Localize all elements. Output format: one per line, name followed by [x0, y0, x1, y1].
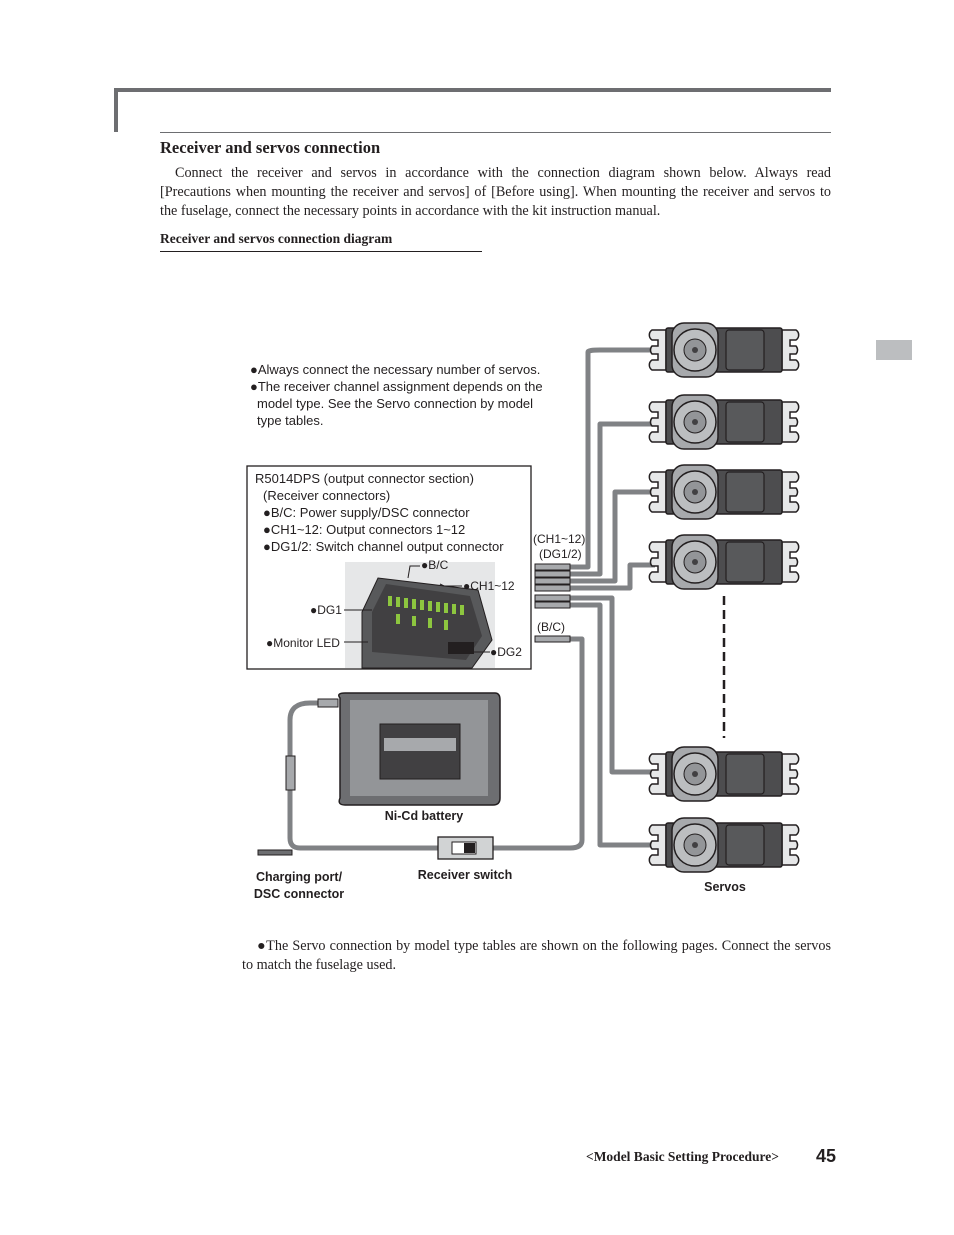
diagram-note-line: ●Always connect the necessary number of servos.	[250, 362, 541, 377]
section-title: Receiver and servos connection	[160, 138, 381, 157]
receiver-box-item: ●CH1~12: Output connectors 1~12	[263, 522, 466, 537]
callout-dg2: ●DG2	[490, 645, 522, 659]
connector-label-ch: (CH1~12)	[533, 532, 586, 546]
servo-table-note: ●The Servo connection by model type tables are shown on the following pages. Connect the servos to match the fuselage used.	[242, 938, 831, 973]
receiver-box-item: ●B/C: Power supply/DSC connector	[263, 505, 470, 520]
battery-connector	[286, 756, 295, 790]
diagram-title: Receiver and servos connection diagram	[160, 231, 393, 246]
receiver-box-subtitle: (Receiver connectors)	[263, 488, 391, 503]
servos-label: Servos	[704, 880, 746, 894]
switch-label: Receiver switch	[417, 868, 513, 882]
servo-image	[649, 395, 798, 449]
diagram-note-line: type tables.	[257, 413, 324, 428]
battery-label: Ni-Cd battery	[384, 809, 464, 823]
servo-image	[649, 323, 798, 377]
footer-section-label: <Model Basic Setting Procedure>	[586, 1149, 779, 1164]
servo-image	[649, 465, 798, 519]
servo-image	[649, 818, 798, 872]
intro-paragraph: Connect the receiver and servos in accordance with the connection diagram shown below. Always read [Precautions when mounting the receiver and servos] of [Before using]. When mounting the receiver and servos to the fuselage, connect the necessary points in accordance with the kit instruction manual.	[160, 165, 831, 219]
callout-ch: ●CH1~12	[463, 579, 515, 593]
servo-image	[649, 535, 798, 589]
page-number: 45	[816, 1146, 837, 1166]
charging-label-line: DSC connector	[253, 887, 345, 901]
connector-label-dg: (DG1/2)	[539, 547, 582, 561]
receiver-box-title: R5014DPS (output connector section)	[255, 471, 474, 486]
diagram-note-line: model type. See the Servo connection by model	[257, 396, 534, 411]
receiver-switch-image	[438, 837, 493, 859]
receiver-box-item: ●DG1/2: Switch channel output connector	[263, 539, 504, 554]
diagram-note-line: ●The receiver channel assignment depends on the	[250, 379, 543, 394]
battery-pack-image	[318, 693, 500, 805]
connector-label-bc: (B/C)	[537, 620, 565, 634]
servo-image	[649, 747, 798, 801]
callout-dg1: ●DG1	[310, 603, 342, 617]
callout-monitor-led: ●Monitor LED	[266, 636, 340, 650]
charging-port-image	[258, 850, 292, 855]
callout-bc: ●B/C	[421, 558, 449, 572]
charging-label-line: Charging port/	[255, 870, 343, 884]
